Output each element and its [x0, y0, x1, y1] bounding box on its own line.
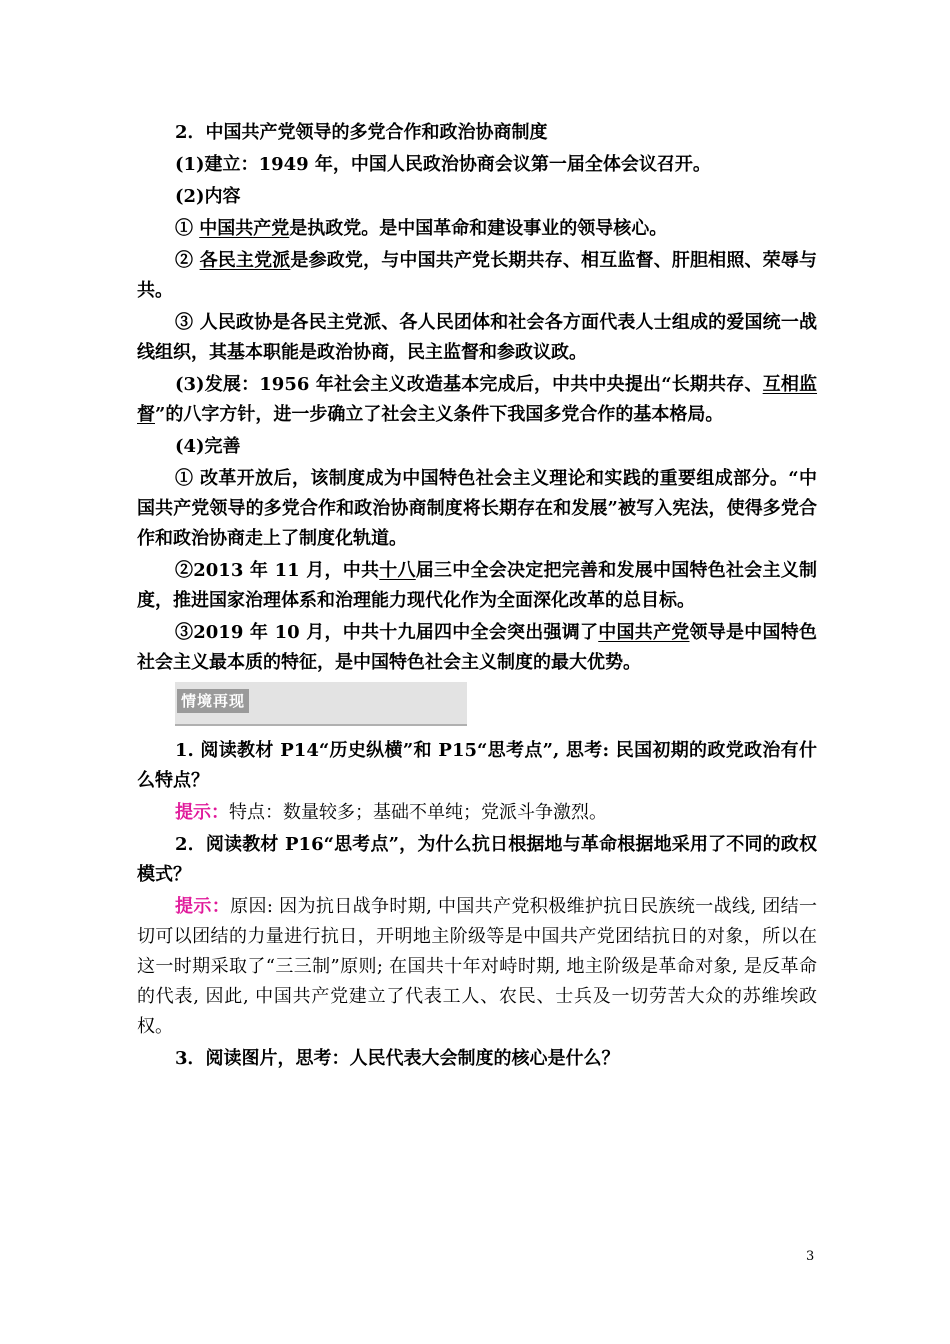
improvement-3-text: 领导是中国特色社会主义最本质的特征，是中国特色社会主义制度的最大优势。	[137, 622, 818, 673]
answer-2	[137, 892, 817, 1042]
answer-1-text: 特点：数量较多；基础不单纯；党派斗争激烈。	[229, 802, 607, 823]
improvement-2-text: 届三中全会决定把完善和发展中国特色社会主义制度，推进国家治理体系和治理能力现代化作为全面深化改革的总目标。	[137, 560, 818, 611]
improvement-2-underlined: 十八	[379, 560, 416, 581]
item-3-label: (3)发展：	[175, 374, 260, 395]
point-1-prefix: ①	[175, 218, 200, 239]
item-2-content: (2)内容	[175, 186, 241, 207]
point-1-text: 是执政党。是中国革命和建设事业的领导核心。	[289, 218, 668, 239]
point-1-underlined: 中国共产党	[199, 218, 290, 239]
point-2-underlined: 各民主党派	[199, 250, 291, 271]
item-3-text: 1956 年社会主义改造基本完成后，中共中央提出“长期共存、	[259, 374, 763, 395]
hint-label: 提示：	[175, 896, 231, 917]
improvement-point-1: ① 改革开放后，该制度成为中国特色社会主义理论和实践的重要组成部分。“中国共产党领导的多党合作和政治协商制度将长期存在和发展”被写入宪法，使得多党合作和政治协商走上了制度化轨道。	[137, 468, 817, 549]
question-2: 2．阅读教材 P16“思考点”，为什么抗日根据地与革命根据地采用了不同的政权模式？	[137, 834, 817, 885]
item-1-establishment	[137, 150, 817, 180]
item-1-text: 1949 年，中国人民政治协商会议第一届全体会议召开。	[258, 154, 711, 175]
point-2-text: 是参政党，与中国共产党长期共存、相互监督、肝胆相照、荣辱与共。	[137, 250, 817, 301]
item-1-label: (1)建立：	[175, 154, 259, 175]
item-3-underlined: 互相监督	[137, 374, 818, 425]
improvement-3-prefix: ③2019 年 10 月，中共十九届四中全会突出强调了	[175, 622, 599, 643]
improvement-point-3	[137, 618, 817, 678]
point-2-prefix: ②	[175, 250, 200, 271]
question-1: 1. 阅读教材 P14“历史纵横”和 P15“思考点”, 思考: 民国初期的政党政治有什么特点？	[137, 740, 817, 791]
question-3: 3．阅读图片，思考：人民代表大会制度的核心是什么？	[175, 1048, 620, 1069]
content-point-2	[137, 246, 817, 306]
improvement-2-prefix: ②2013 年 11 月，中共	[175, 560, 380, 581]
item-3-development	[137, 370, 817, 430]
content-point-3: ③ 人民政协是各民主党派、各人民团体和社会各方面代表人士组成的爱国统一战线组织，其基本职能是政治协商，民主监督和参政议政。	[137, 312, 817, 363]
answer-2-text: 原因: 因为抗日战争时期, 中国共产党积极维护抗日民族统一战线, 团结一切可以团结的力量进行抗日，开明地主阶级等是中国共产党团结抗日的对象，所以在这一时期采取了“三三制”原则; 在国共十年对峙时期, 地主阶级是革命对象, 是反革命的代表, 因此, 中国共产党建立了代表工人、农民、士兵及一切劳苦大众的苏维埃政权。	[137, 896, 818, 1037]
content-point-1	[137, 214, 817, 244]
content-area	[137, 118, 817, 1074]
improvement-3-underlined: 中国共产党	[598, 622, 690, 643]
answer-1	[137, 798, 817, 828]
improvement-point-2	[137, 556, 817, 616]
section-header-bar	[175, 682, 467, 726]
heading-2: 2．中国共产党领导的多党合作和政治协商制度	[175, 122, 548, 143]
section-label: 情境再现	[177, 689, 249, 713]
item-3-text-end: ”的八字方针，进一步确立了社会主义条件下我国多党合作的基本格局。	[155, 404, 724, 425]
page-number: 3	[806, 1249, 815, 1264]
item-4-improvement: (4)完善	[175, 436, 241, 457]
hint-label: 提示：	[175, 802, 229, 823]
